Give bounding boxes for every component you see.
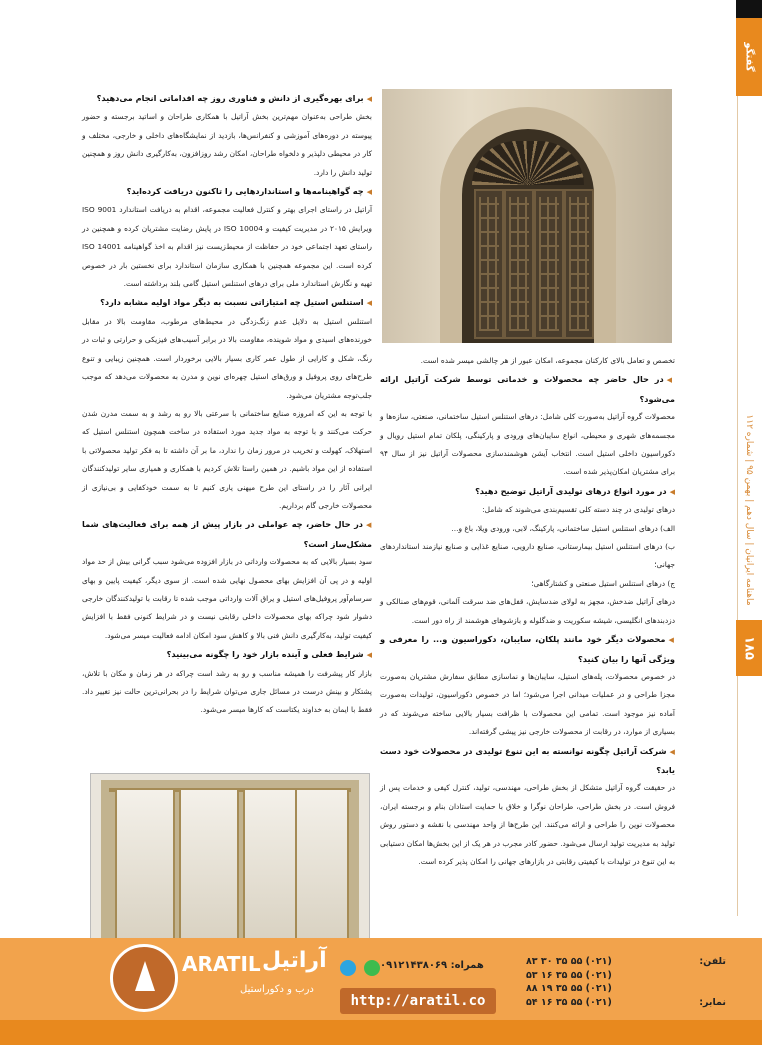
glass-panel — [295, 788, 349, 942]
paragraph: محصولات گروه آراتیل به‌صورت کلی شامل: درهای استنلس استیل ساختمانی، صنعتی، سازه‌ها و مجسمه‌های شهری و محیطی، انواع سایبان‌های ورودی و پارکینگی، پلکان تمام استیل رویال و دکوراسیون داخلی استیل است. انتخاب آیشن هوشمندسازی محصولات آراتیل نیز از سال ۹۴ برای مشتریان امکان‌پذیر شده است. — [380, 412, 675, 477]
logo-latin: ARATIL — [182, 952, 261, 976]
logo-tagline: درب و دکوراستیل — [240, 984, 314, 995]
aratil-logo-icon — [110, 944, 178, 1012]
door-leaf — [564, 189, 594, 339]
article-column-left — [82, 89, 372, 720]
phone-row — [526, 969, 726, 983]
question-heading: ◀ در حال حاضر چه محصولات و خدماتی توسط شرکت آراتیل ارائه می‌شود؟ — [380, 370, 675, 408]
page-number-text: ۱۸۵ — [741, 636, 757, 660]
door-leaf — [534, 189, 564, 339]
paragraph: تخصص و تعامل بالای کارکنان مجموعه، امکان عبور از هر چالشی میسر شده است. — [420, 356, 675, 365]
door-leaf — [474, 189, 504, 339]
paragraph: با توجه به این که امروزه صنایع ساختمانی با سرعتی بالا رو به رشد و به سمت مدرن شدن حرکت می‌کنند و با توجه به مواد جدید مورد استفاده در ساخت همچون استنلس استیل که استهلاک، کهولت و تخریب در مرور زمان را ندارد، ما بر آن داشته تا به فکر تولید محصولاتی با استفاده از این مواد باشیم. در همین راستا تلاش کردیم با همکاری و همیاری سایر تولیدکنندگان ایرانی آثار را در راستای این طرح میهنی یاری کنیم تا به سمت خودکفایی و بی‌نیازی از محصولات خارجی گام برداریم. — [82, 408, 372, 510]
question-heading: ◀ چه گواهینامه‌ها و استانداردهایی را تاکنون دریافت کرده‌اید؟ — [82, 182, 372, 201]
whatsapp-icon[interactable] — [364, 960, 380, 976]
section-tab-label: گفتگو — [743, 42, 755, 72]
sidebar-black-block — [736, 0, 762, 18]
glass-panel — [243, 788, 303, 942]
question-heading: ◀ استنلس استیل چه امتیازاتی نسبت به دیگر مواد اولیه مشابه دارد؟ — [82, 293, 372, 312]
mobile-number: همراه: ۰۹۱۲۱۴۳۸۰۶۹ — [380, 960, 484, 971]
paragraph: درهای آراتیل ضدخش، مجهز به لولای ضدسایش، قفل‌های ضد سرقت آلمانی، قوم‌های صنالکی و دزدبندهای انگلیسی، شیشه سکوریت و ضدگلوله و بازشوهای هوشمند از راه دور است. — [380, 597, 675, 625]
question-heading: ◀ در مورد انواع درهای تولیدی آراتیل توضیح دهید؟ — [380, 482, 675, 501]
glass-panel — [115, 788, 175, 942]
phone-label: نمابر: — [699, 996, 726, 1008]
phone-number: (۰۲۱) ۵۵ ۳۵ ۱۶ ۵۳ — [526, 969, 612, 981]
paragraph: سود بسیار بالایی که به محصولات وارداتی در بازار افزوده می‌شود سبب گرانی بیش از حد مواد اولیه و در پی آن افزایش بهای محصول نهایی شده است. از سوی دیگر، کیفیت پایین و بهای سرسام‌آور پروفیل‌های استیل و یراق آلات وارداتی موجب شده تا رقابت با تولیدکنندگان خارجی دشوار شود چراکه بهای محصولات داخلی رقابتی نیست و در شرایط کنونی فقط با افزایش کیفیت تولید، به‌کارگیری دانش فنی بالا و کاهش سود امکان ادامه فعالیت میسر می‌شود. — [82, 557, 372, 640]
logo-persian: آراتیل — [262, 948, 327, 973]
door-leaf — [504, 189, 534, 339]
paragraph: در خصوص محصولات، پله‌های استیل، سایبان‌ها و نماسازی مطابق سفارش مشتریان به‌صورت مجزا طراحی و در عملیات میدانی اجرا می‌شود؛ اما در خصوص دکوراسیون، تولیدات به‌صورت آماده نیز موجود است. تمامی این محصولات با ظرافت بسیار بالایی ساخته می‌شوند که در بسیاری از موارد، در رقابت از محصولات خارجی نیز پیشی گرفته‌اند. — [380, 671, 675, 737]
page-number — [736, 620, 762, 676]
question-heading: ◀ محصولات دیگر خود مانند پلکان، سایبان، دکوراسیون و... را معرفی و ویژگی آنها را بیان کنید؟ — [380, 630, 675, 668]
sidebar — [736, 0, 762, 1045]
social-icons — [340, 960, 383, 980]
website-link[interactable]: http://aratil.co — [340, 988, 496, 1014]
paragraph: بخش طراحی به‌عنوان مهم‌ترین بخش آراتیل با همکاری طراحان و اساتید برجسته و حضور پیوسته در دوره‌های آموزشی و کنفرانس‌ها، بازدید از نمایشگاه‌های داخلی و خارجی، مختلف و کار در محیطی دلپذیر و دلخواه طراحان، امکان رشد روزافزون، به‌کارگیری دانش روز و همچنین تولید دانش را دارد. — [82, 112, 372, 177]
phone-row — [526, 996, 726, 1010]
phone-number: (۰۲۱) ۵۵ ۳۵ ۱۹ ۸۸ — [526, 983, 612, 994]
paragraph: الف) درهای استنلس استیل ساختمانی، پارکینگ، لابی، ورودی ویلا، باغ و... — [451, 523, 675, 533]
section-tab — [736, 18, 762, 96]
telegram-icon[interactable] — [340, 960, 356, 976]
question-heading: ◀ برای بهره‌گیری از دانش و فناوری روز چه اقداماتی انجام می‌دهید؟ — [82, 89, 372, 108]
phone-row — [526, 982, 726, 996]
paragraph: آراتیل در راستای اجرای بهتر و کنترل فعالیت مجموعه، اقدام به دریافت استاندارد ISO 9001 ویرایش ۲۰۱۵ در مدیریت کیفیت و ISO 10004 در پایش رضایت مشتریان کرده و همچنین در راستای تعهد اجتماعی خود در حفاظت از محیط‌زیست نیز اقدام به اخذ گواهینامه ISO 14001 کرده است. این مجموعه همچنین با همکاری سازمان استاندارد برای نخستین بار در خصوص تهیه و نگارش استاندارد ملی برای درهای استنلس استیل گامی بلند برداشته است. — [82, 205, 372, 289]
question-heading: ◀ شرایط فعلی و آینده بازار خود را چگونه می‌بینید؟ — [82, 645, 372, 664]
glass-panel — [179, 788, 239, 942]
paragraph: درهای تولیدی در چند دسته کلی تقسیم‌بندی می‌شوند که شامل: — [482, 505, 675, 515]
sidebar-divider — [737, 96, 738, 916]
question-heading: ◀ شرکت آراتیل چگونه توانسته به این تنوع تولیدی در محصولات خود دست یابد؟ — [380, 742, 675, 780]
phone-number: (۰۲۱) ۵۵ ۳۵ ۱۶ ۵۴ — [526, 996, 612, 1008]
issue-info — [740, 400, 758, 620]
phone-list — [526, 955, 726, 1009]
paragraph: بازار کار پیشرفت را همیشه مناسب و رو به رشد است چراکه در هر زمان و مکان با تلاش، پشتکار و بینش درست در مسائل جاری می‌توان شرایط را در بحرانی‌ترین حالت نیز تغییر داد. فقط با ایمان به خداوند یکتاست که کارها میسر می‌شود. — [82, 668, 372, 715]
issue-info-text: ماهنامه ایرانیان | سال دهم | بهمن ۹۵ | شماره ۱۱۲ — [744, 414, 754, 606]
paragraph: ج) درهای استنلس استیل صنعتی و کشتارگاهی؛ — [531, 578, 675, 588]
phone-row — [526, 955, 726, 969]
paragraph: استنلس استیل به دلایل عدم زنگ‌زدگی در محیط‌های مرطوب، مقاومت بالا در مقابل خورنده‌های اسیدی و مواد شوینده، مقاومت بالا در برابر آسیب‌های فیزیکی و حرارتی و ثبات در رنگ، شکل و کارایی از طول عمر کاری بسیار بالایی برخوردار است. همچنین زیبایی و تنوع طرح‌های روی پروفیل و ورق‌های استیل چهره‌ای نوین و مدرن به محصولات می‌دهد که موجب جلب‌توجه مشتریان می‌شود. — [82, 316, 372, 400]
article-column-right — [380, 352, 675, 871]
paragraph: در حقیقت گروه آراتیل متشکل از بخش طراحی، مهندسی، تولید، کنترل کیفی و خدمات پس از فروش است. در بخش طراحی، طراحان نوگرا و خلاق با حمایت استادان بنام و برجسته ایران، محصولات نوین را طراحی و ارائه می‌کنند. این طرح‌ها از واحد مهندسی با نقشه و دستور روش تولید به مدیریت تولید ارسال می‌شود. حضور کادر مجرب در هر یک از این بخش‌ها امکان دستیابی به این تنوع در تولیدات با کیفیتی رقابتی در بازارهای جهانی را امکان پذیر کرده است. — [380, 783, 675, 866]
phone-number: (۰۲۱) ۵۵ ۳۵ ۳۰ ۸۳ — [526, 956, 612, 967]
photo-arched-door — [382, 89, 672, 343]
footer-band — [0, 1020, 762, 1045]
paragraph: ب) درهای استنلس استیل بیمارستانی، صنایع دارویی، صنایع غذایی و صنایع نیازمند استانداردهای جهانی؛ — [380, 542, 675, 570]
photo-steel-doors — [90, 773, 370, 965]
phone-label: تلفن: — [699, 956, 726, 967]
question-heading: ◀ در حال حاضر، چه عواملی در بازار پیش از همه برای فعالیت‌های شما مشکل‌ساز است؟ — [82, 515, 372, 553]
